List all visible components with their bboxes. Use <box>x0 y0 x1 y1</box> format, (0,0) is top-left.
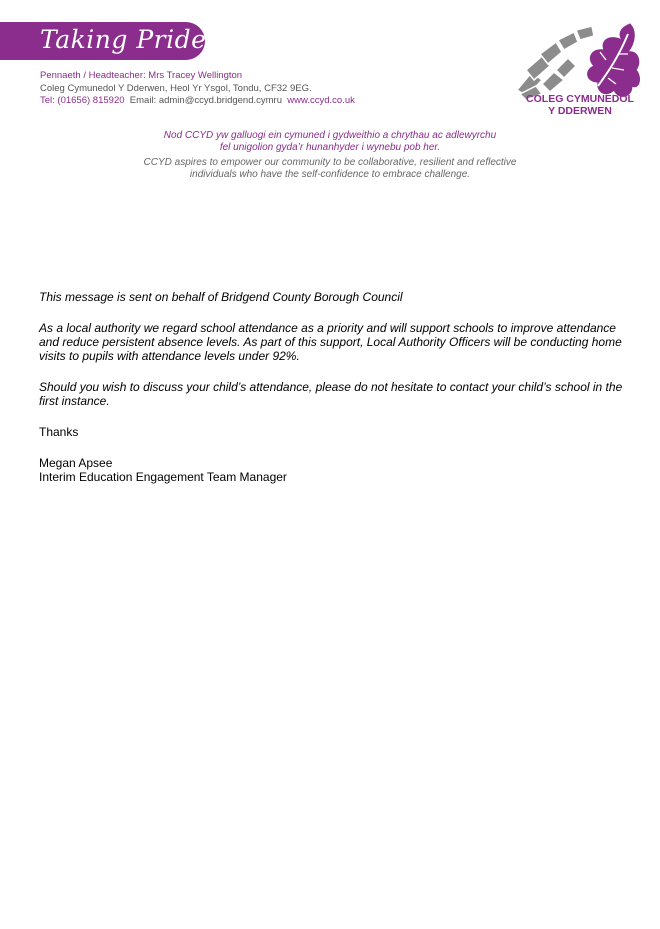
letter-paragraph-1: As a local authority we regard school attendance as a priority and will support schools to improve attendance and reduce persistent absence levels. As part of this support, Local Authority Officers will be conducting home visits to pupils with attendance levels under 92%. <box>39 321 622 363</box>
header-banner <box>0 22 205 60</box>
mission-english: CCYD aspires to empower our community to be collaborative, resilient and reflective individuals who have the self-confidence to embrace challenge. <box>143 157 517 180</box>
school-address: Coleg Cymunedol Y Dderwen, Heol Yr Ysgol, Tondu, CF32 9EG. <box>40 82 312 94</box>
signatory-name: Megan Apsee <box>39 456 113 470</box>
letter-paragraph-2: Should you wish to discuss your child’s attendance, please do not hesitate to contact your child’s school in the first instance. <box>39 380 623 408</box>
letter-body <box>39 290 629 484</box>
website-link[interactable]: www.ccyd.co.uk <box>287 95 355 106</box>
email[interactable]: Email: admin@ccyd.bridgend.cymru <box>129 95 282 106</box>
signatory-title: Interim Education Engagement Team Manager <box>39 470 287 484</box>
banner-title: Taking Pride <box>40 25 207 54</box>
contact-block <box>40 70 355 108</box>
school-logo-name: COLEG CYMUNEDOL Y DDERWEN <box>526 93 634 117</box>
telephone: Tel: (01656) 815920 <box>40 95 125 106</box>
letter-closing: Thanks <box>39 425 79 439</box>
letter-intro: This message is sent on behalf of Bridgend County Borough Council <box>39 290 403 304</box>
signature-block <box>39 456 629 484</box>
mission-statement <box>60 130 600 181</box>
mission-welsh: Nod CCYD yw galluogi ein cymuned i gydweithio a chrythau ac adlewyrchu fel unigolion gyda’r hunanhyder i wynebu pob her. <box>163 130 497 153</box>
headteacher-label: Pennaeth / Headteacher: <box>40 70 146 81</box>
headteacher-name: Mrs Tracey Wellington <box>148 70 243 81</box>
